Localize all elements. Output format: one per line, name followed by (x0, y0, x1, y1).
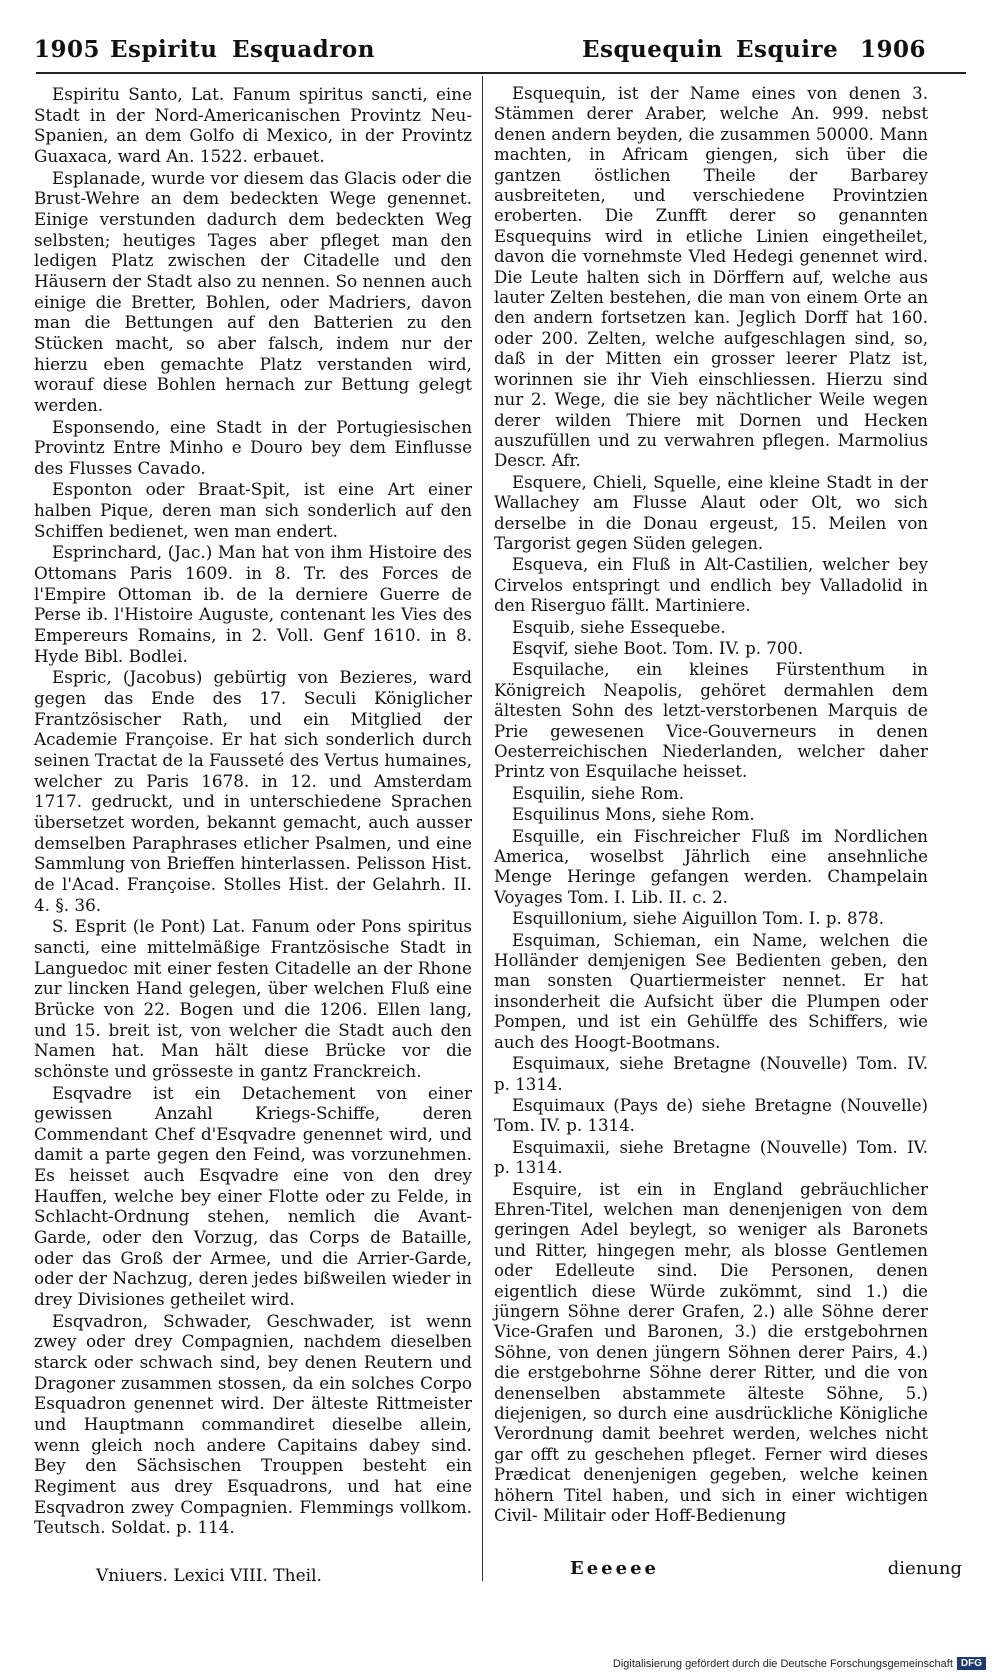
entry-paragraph: Esquib, siehe Essequebe. (512, 617, 726, 637)
signature-mark: Eeeeee (570, 1558, 659, 1579)
entry-paragraph: Espiritu Santo, Lat. Fanum spiritus sancti, eine Stadt in der Nord-Americanischen Provintz Neu-Spanien, an dem Golfo di Mexico, in der Provintz Guaxaca, ward An. 1522. erbauet. (34, 84, 472, 166)
footer-text: Digitalisierung gefördert durch die Deutsche Forschungsgemeinschaft (612, 1657, 953, 1670)
entry-paragraph: Esqueva, ein Fluß in Alt-Castilien, welcher bey Cirvelos entspringt und endlich bey Valladolid in den Riserguo fällt. Martiniere. (494, 555, 928, 616)
column-divider (482, 76, 483, 1581)
entry-paragraph: Esqvadron, Schwader, Geschwader, ist wenn zwey oder drey Compagnien, nachdem dieselben starck oder schwach sind, bey denen Reutern und Dragoner zusammen stossen, da ein solches Corpo Esquadron genennet wird. Der älteste Rittmeister und Hauptmann commandiret dieselbe allein, wenn gleich noch andere Capitains dabey sind. Bey den Sächsischen Trouppen besteht ein Regiment aus drey Esquadrons, und hat eine Esqvadron zwey Compagnien. Flemmings vollkom. Teutsch. Soldat. p. 114. (34, 1310, 472, 1538)
entry-paragraph: Esqvif, siehe Boot. Tom. IV. p. 700. (512, 638, 804, 658)
volume-line: Vniuers. Lexici VIII. Theil. (96, 1566, 322, 1586)
entry-paragraph: Esquequin, ist der Name eines von denen 3. Stämmen derer Araber, welche An. 999. nebst denen andern beyden, die zusammen 50000. Mann machten, in Africam giengen, sich über die gantzen östlichen Theile der Barbarey ausbreiteten, und verschiedene Provintzien eroberten. Die Zunfft derer so genannten Esquequins wird in etliche Linien eingetheilet, davon die vornehmste Vled Hedegi genennet wird. Die Leute halten sich in Dörffern auf, welche aus lauter Zelten bestehen, die man von einem Orte an den andern fortsetzen kan. Jeglich Dorff hat 160. oder 200. Zelten, welche aufgeschlagen sind, so, daß in der Mitten ein grosser leerer Platz ist, worinnen sie ihr Vieh einschliessen. Hierzu sind nur 2. Wege, die sie bey nächtlicher Weile wegen derer wilden Thiere mit Dornen und Hecken auszufüllen und zu verwahren pflegen. Marmolius Descr. Afr. (494, 84, 928, 471)
entry-paragraph: Esqvadre ist ein Detachement von einer gewissen Anzahl Kriegs-Schiffe, deren Commendant Chef d'Esqvadre genennet wird, und damit a parte gegen den Feind, was vorzunehmen. Es heisset auch Esqvadre eine von den drey Hauffen, welche bey einer Flotte oder zu Felde, in Schlacht-Ordnung stehen, nemlich die Avant-Garde, oder den Vorzug, das Corps de Bataille, oder das Groß der Armee, und die Arrier-Garde, oder der Nachzug, deren jedes bißweilen wieder in drey Divisiones getheilet wird. (34, 1082, 472, 1310)
entry-paragraph: S. Esprit (le Pont) Lat. Fanum oder Pons spiritus sancti, eine mittelmäßige Frantzösische Stadt in Languedoc mit einer festen Citadelle an der Rhone zur lincken Hand gelegen, über welchen Fluß eine Brücke von 22. Bogen und die 1206. Ellen lang, und 15. breit ist, von welcher die Stadt auch den Namen hat. Man hält diese Brücke vor die schönste und grösseste in gantz Franckreich. (34, 916, 472, 1081)
entry-paragraph: Esquilinus Mons, siehe Rom. (512, 805, 755, 825)
entry-paragraph: Esquimaux, siehe Bretagne (Nouvelle) Tom. IV. p. 1314. (494, 1054, 928, 1094)
header-keyword-left-1: Espiritu (110, 36, 218, 63)
digitization-footer (613, 1657, 986, 1670)
entry-paragraph: Esquilin, siehe Rom. (512, 783, 685, 803)
entry-paragraph: Esquimaux (Pays de) siehe Bretagne (Nouvelle) Tom. IV. p. 1314. (494, 1095, 928, 1136)
entry-paragraph: Esquille, ein Fischreicher Fluß im Nordlichen America, woselbst Jährlich eine ansehnliche Menge Heringe gefangen werden. Champelain Voyages Tom. I. Lib. II. c. 2. (494, 826, 928, 907)
entry-paragraph: Esplanade, wurde vor diesem das Glacis oder die Brust-Wehre an dem bedeckten Wege genennet. Einige verstunden dadurch dem bedeckten Weg selbsten; heutiges Tages aber pfleget man den ledigen Platz zwischen der Citadelle und den Häusern der Stadt also zu nennen. So nennen auch einige die Bretter, Bohlen, oder Madriers, davon man die Bettungen auf den Batterien zu den Stücken macht, so aber falsch, indem nur der hierzu eben gemachte Platz verstanden wird, worauf diese Bohlen hernach zur Bettung gelegt werden. (34, 167, 472, 415)
header-keyword-right-2: Esquire (736, 36, 839, 63)
entry-paragraph: Esquere, Chieli, Squelle, eine kleine Stadt in der Wallachey am Flusse Alaut oder Olt, wo sich derselbe in die Donau ergeust, 15. Meilen von Targorist gegen Süden gelegen. (494, 472, 928, 553)
entry-paragraph: Espric, (Jacobus) gebürtig von Bezieres, ward gegen das Ende des 17. Seculi Königlicher Frantzösischer Rath, und ein Mitglied der Academie Françoise. Er hat sich sonderlich durch seinen Tractat de la Fausseté des Vertus humaines, welcher zu Paris 1678. in 12. und Amsterdam 1717. gedruckt, und in unterschiedene Sprachen übersetzet worden, bekannt gemacht, auch ausser demselben Paraphrases etlicher Psalmen, und eine Sammlung von Brieffen hinterlassen. Pelisson Hist. de l'Acad. Françoise. Stolles Hist. der Gelahrh. II. 4. §. 36. (34, 667, 472, 915)
dfg-logo: DFG (957, 1657, 986, 1670)
entry-paragraph: Esquiman, Schieman, ein Name, welchen die Holländer demjenigen See Bedienten geben, den man sonsten Quartiermeister nennet. Er hat insonderheit die Aufsicht über die Plumpen oder Pompen, und ist ein Gehülffe des Schiffers, wie auch des Hoogt-Bootmans. (494, 930, 928, 1052)
entry-paragraph: Esprinchard, (Jac.) Man hat von ihm Histoire des Ottomans Paris 1609. in 8. Tr. des Forces de l'Empire Ottoman ib. de la derniere Guerre de Perse ib. l'Histoire Auguste, contenant les Vies des Empereurs Romains, in 2. Voll. Genf 1610. in 8. Hyde Bibl. Bodlei. (34, 542, 472, 666)
entry-paragraph: Esponton oder Braat-Spit, ist eine Art einer halben Pique, deren man sich sonderlich auf den Schiffen bedienet, wen man endert. (34, 479, 472, 541)
entry-paragraph: Esquire, ist ein in England gebräuchlicher Ehren-Titel, welchen man denenjenigen von dem geringen Adel beylegt, so weniger als Baronets und Ritter, hingegen mehr, als blosse Gentlemen oder Edelleute sind. Die Personen, denen eigentlich diese Würde zukömmt, sind 1.) die jüngern Söhne derer Grafen, 2.) alle Söhne derer Vice-Grafen und Baronen, 3.) die erstgebohrnen Söhne, von denen jüngern Söhnen derer Pairs, 4.) die erstgebohrne Söhne derer Ritter, und die von denenselben abstammete älteste Söhne, 5.) diejenigen, so durch eine ausdrückliche Königliche Verordnung damit beehret werden, welches nicht gar offt zu geschehen pfleget. Ferner wird dieses Prædicat denenjenigen gegeben, welche keinen höhern Titel haben, und sich in einer wichtigen Civil- Militair oder Hoff-Bedienung (494, 1179, 928, 1526)
entry-paragraph: Esponsendo, eine Stadt in der Portugiesischen Provintz Entre Minho e Douro bey dem Einflusse des Flusses Cavado. (34, 416, 472, 478)
right-column (494, 84, 928, 1527)
entry-paragraph: Esquillonium, siehe Aiguillon Tom. I. p. 878. (512, 909, 884, 929)
header-rule (36, 72, 966, 74)
header-keyword-right-1: Esquequin (582, 36, 723, 63)
page-number-right: 1906 (860, 36, 927, 63)
entry-paragraph: Esquimaxii, siehe Bretagne (Nouvelle) Tom. IV. p. 1314. (494, 1137, 928, 1178)
left-column (34, 84, 472, 1539)
header-keyword-left-2: Esquadron (232, 36, 375, 63)
page-number-left: 1905 (34, 36, 101, 63)
catchword: dienung (887, 1558, 962, 1579)
entry-paragraph: Esquilache, ein kleines Fürstenthum in Königreich Neapolis, gehöret dermahlen dem ältesten Sohn des letzt-verstorbenen Marquis de Prie gewesenen Vice-Gouverneurs in denen Oesterreichischen Niederlanden, welcher daher Printz von Esquilache heisset. (494, 660, 928, 782)
